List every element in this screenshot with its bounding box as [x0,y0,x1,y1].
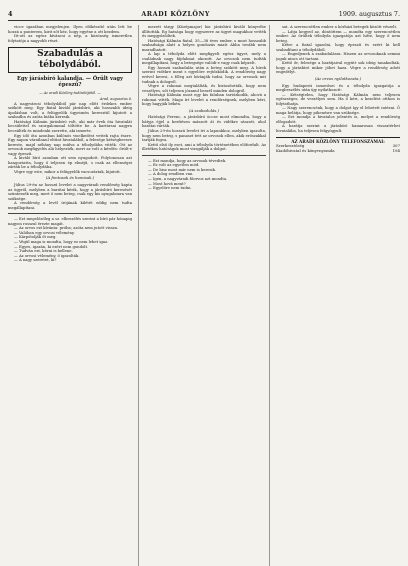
paragraph: Végre a rokonai megtalálták, és biztosították, hogy nem veszélyes, sőt teljesen józanul beszél minden dologról. [142,84,266,93]
paragraph: Kétre a fiatal igazolni, hogy épeszű és ezért ki kell szabadítani a tébolydából. [276,43,400,52]
paragraph: — Ezt mondja a hivatalos jelentés is, melyet a rendőrség elfogadott. [276,115,400,124]
masthead [8,6,400,21]
telephone-box-title: AZ ARADI KÖZLÖNY TELEFONSZÁMAI: [291,138,385,144]
column-2 [138,25,270,566]
paragraph: A barátja szerint a járásbíró hamarosan visszatérhet hivatalába, ha teljesen felgyógyult. [276,124,400,134]
paragraph: — Kárpótolják őt meg. [14,235,57,240]
telephone-box [276,137,400,154]
paragraph: sat. A szerencsétlen ember a kórházi betegek között vészelt. [282,25,398,29]
issue-date: 1909. augusztus 7. [338,10,400,18]
paragraph: Hatósági Ferenc, a járásbíró öccse most elmondta, hogy a bátyja éjjel a kerítésen mászott át és vidékre utazott, ahol barátai várták. [142,115,266,129]
paragraph: Július 29-én az hosszú levelet a nagyváradi rendőrség kapta az ügyről, melyben a barátai kérik, hogy a járásbíró keresését szüntessék meg, mert ő nem beteg, csak egy kis nyugalomra van szüksége. [8,182,132,201]
article-headline: Szabadulás a tébolydából. [8,47,132,73]
paragraph: Egy budapesti ismerősei és a tébolyda igazgatója a megbeszélés után így nyilatkozott: [276,83,400,93]
paragraph: — Engedjenek a szabadulásra. Hiszen az orvosoknak semmi joguk nincs ott tartani. [276,52,400,61]
paragraph: — Egyelőre nem tudni. [148,186,192,191]
paragraph: Kettő őr, felesége a barátjaival együtt sok ideig tanakodtak, hogy a járásbíró mikor jöhet haza. Végre a rendőrség adott engedélyt. [276,61,400,75]
paragraph: — Kétségtelen, hogy Hatósági Kálmán nem teljesen egészséges, de veszélyes sem. Ha ő kéri, a kezelést otthon is folytathatja. [276,92,400,106]
paragraph: — Ez volt az egyetlen mód. [148,163,200,168]
paragraph: Hatósági Kálmán járásbíró volt, aki már évek óta hivatalát becsülettel és szorgalommal töltötte be. A kartársai nagyra becsülték és mindenki szerette, aki ismerte. [8,119,132,133]
article-dateline: Arad, augusztus 6. [99,97,132,102]
telephone-number: 307 [392,143,400,149]
telephone-number: 194 [392,147,400,153]
paragraph: — A dolog rendben van. [148,172,194,177]
paragraph: vicce igazában megjelenjen. Ilyen előkészítő után lett be hozzá a ponterem, kirit sőt kéz, hogy egyéne a ott kezdem. [8,25,132,34]
column-1 [8,25,132,566]
paragraph: Kettő első ily eset, ami a tébolyda történetében előfordult. Az illetékes hatóságok most vizsgálják a dolgot. [142,142,266,152]
paragraph: A nagyvárosi tébolydából pár nap előtt érdekes ember szökött meg. Egy fiatal kiváló járásbíró, aki hosszabb ideig ápolásban volt, a felügyelők ügyeimén keresztül kijutott a szabadba és azóta hiába keresik. [8,101,132,120]
paragraph: Itt-ott az egész kíváncsi a nép, a közönség ismeretlen folytatója a nagyobb részt. [8,34,132,43]
paragraph: — Egyes, igazán, ki ezért nem gondolt. [14,244,89,249]
paragraph: — Igen, a nagyváradi főorvos azt mondta. [148,176,228,181]
section-heading: (A fontosak és hamisak.) [45,175,95,181]
paragraph: Hatósági Kálmán fiatal, 35—38 éves ember, s most hosszabb szabadsága alatt a helyes gondozás miatt Abba tovább nem maradhatott. [142,38,266,52]
paragraph: Július 29-én hosszú levelet írt a lapunkhoz, melyben igazolta, hogy nem beteg, s panaszt tett az orvosok ellen, akik erőszakkal tartják fogva. [142,129,266,143]
paragraph: — Nagy szerencsénk, hogy a dolgot így el lehetett intézni. Ő maga belátja, hogy pihenésre van szüksége. [276,106,400,115]
paragraph: — Ezt megelőzőleg a sz. elbeszélés szerint a bíró pár hónapig nagyon rosszul érezte magát. [8,217,132,226]
divider [142,155,266,156]
article-subhead: Egy járásbíró kalandja. — Őrült vagy épeszű? [17,76,123,89]
paragraph: A lap a tébolyda előtt megfigyelt egész ügyet, mely a családnak nagy fájdalmat okozott. Az orvosok nem tudták megállapítani, hogy a betegsége valódi-e vagy csak képzelt. [142,52,266,66]
telephone-label: Kiadóhivatal és könyvnyomda [276,147,335,153]
section-heading: (Az orvos nyilatkozata.) [314,76,362,82]
paragraph: Hatósági Kálmán most egy kis faluban tartózkodik, ahová a rokonai vitték. Maga írt levelet a rendőrségnek, melyben kéri, hogy hagyják békén. [142,93,266,107]
article-byline: — Az aradi Közlöny tudósítójától. — [39,90,101,95]
paragraph: — Látja kegyed az, döntöttem — mondta egy szerencsétlen ember. Az őrültek tébolyda igazgatója azt hitte, hogy ő nem beteg. [276,29,400,43]
paragraph: Végre egy este, mikor a felügyelők vacsoráztak, kijutott. [14,169,122,174]
telephone-label: Szerkesztőség [276,143,305,149]
divider [8,213,132,214]
paragraph: — Most hová ment? [148,181,186,186]
telephone-row [276,149,400,154]
column-3 [276,25,400,566]
paragraph: — A nagy szeretet, ki? [14,258,57,263]
paragraph: Egy hosszú szabadulás után a beteg szökött meg. A hírek szerint vidékre ment s egyelőre rejtőzködik. A rendőrség nagy erővel keresi, s főleg azt kívánják tudni, hogy az orvosok mit tudnak a dologról. [142,65,266,84]
paragraph: Egy idő óta azonban különös viselkedést vettek rajta észre. Egy napon váratlanul eltűnt hivatalából, a felesége kétségbeesve kereste, majd néhány nap múlva a tébolydába vitték. Ott az orvosok megfigyelés alá helyezték, mert az volt a kérdés: őrült-e vagy épeszű. [8,133,132,156]
paragraph: — Az orvos ezt kívánta: próba; azóta nem jutott vissza. [14,226,119,231]
paragraph: — Ezt mondja, hogy az orvosok tévedtek. [148,158,227,163]
page-number: 4 [8,10,13,18]
paragraph: — De hisz most már nem is keresik. [148,167,217,172]
paragraph: A rendőrség a levél írójának kilétét eddig nem tudta megállapítani. [8,201,132,210]
paragraph: — Tudván ezt, kérni is kellene. [14,249,73,254]
paper-title: ARADI KÖZLÖNY [141,10,210,18]
paragraph: — Végül maga is mondta, hogy ez nem lehet igaz. [14,240,109,244]
paragraph: mezett tárgy (Középmajor) kir. járásbíró kiváló könyvébe állították. Eg hatsága hogy egyszerre az ügyet magukhoz vették és meggyőződtek. [142,25,266,39]
section-heading: (A szabadulás.) [188,107,220,113]
paragraph: — Valóban egy orvosi vélemény. [14,230,75,235]
paragraph: — Az orvosi vélemény, ő igazolták. [14,253,80,258]
paragraph: A kiváló bíró azonban ott sem nyugodott. Folytonosan azt hangoztatta, hogy ő teljesen ép elméjű, s csak az ellenségei zárták be a tébolydába. [8,156,132,170]
